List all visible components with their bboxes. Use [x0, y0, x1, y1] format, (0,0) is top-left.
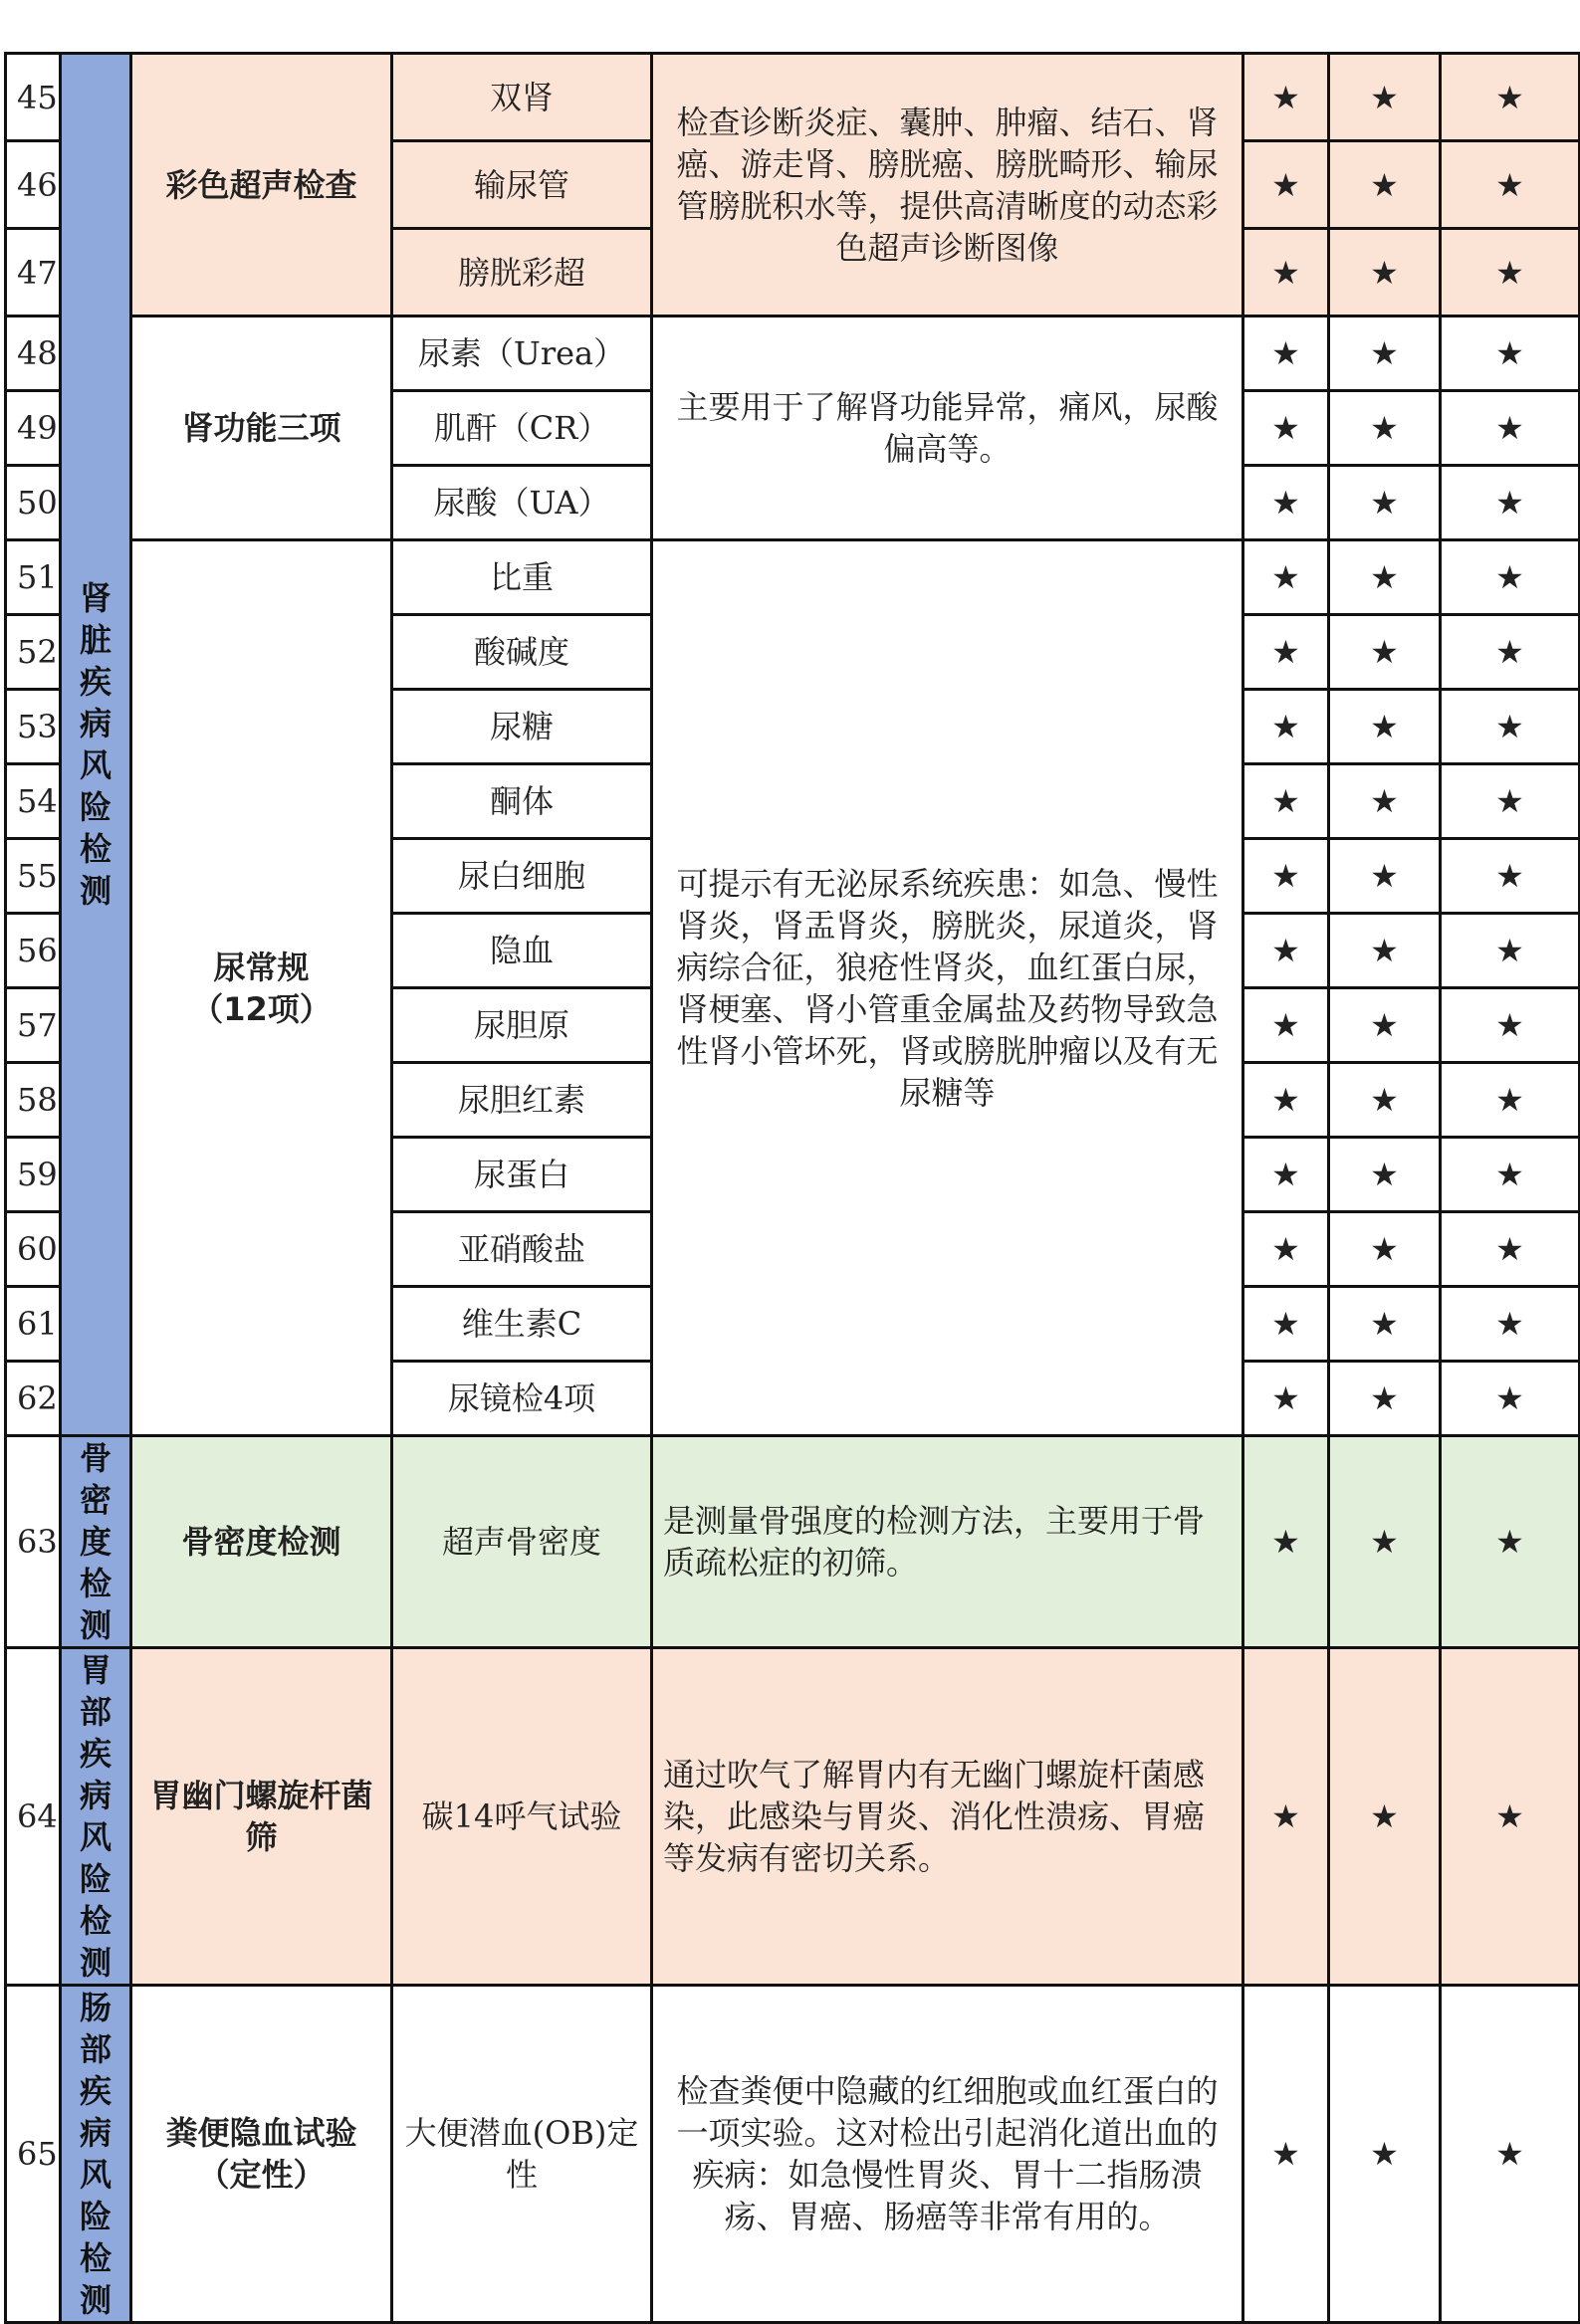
subcategory-color-ultrasound: 彩色超声检查	[131, 54, 392, 317]
item-name: 超声骨密度	[392, 1436, 652, 1648]
item-name: 双肾	[392, 54, 652, 141]
star-col-1: ★	[1243, 1287, 1329, 1362]
star-col-2: ★	[1329, 615, 1441, 690]
item-name: 尿糖	[392, 690, 652, 764]
star-col-2: ★	[1329, 317, 1441, 391]
star-col-1: ★	[1243, 914, 1329, 988]
category-label: 骨密度检测	[79, 1439, 112, 1644]
star-col-2: ★	[1329, 839, 1441, 914]
row-number: 62	[6, 1362, 61, 1436]
star-col-1: ★	[1243, 229, 1329, 317]
star-col-1: ★	[1243, 54, 1329, 141]
star-col-3: ★	[1441, 1986, 1580, 2323]
table-row	[6, 1986, 1580, 2323]
category-label: 肾脏疾病风险检测	[79, 579, 112, 910]
star-col-1: ★	[1243, 540, 1329, 615]
star-col-2: ★	[1329, 1287, 1441, 1362]
star-col-1: ★	[1243, 317, 1329, 391]
star-col-2: ★	[1329, 764, 1441, 839]
star-col-2: ★	[1329, 141, 1441, 229]
item-name: 肌酐（CR）	[392, 391, 652, 466]
star-col-3: ★	[1441, 540, 1580, 615]
subcategory-urine-routine: 尿常规 （12项）	[131, 540, 392, 1436]
row-number: 64	[6, 1648, 61, 1986]
star-col-3: ★	[1441, 764, 1580, 839]
star-col-1: ★	[1243, 391, 1329, 466]
item-name: 比重	[392, 540, 652, 615]
item-name: 酮体	[392, 764, 652, 839]
star-col-3: ★	[1441, 466, 1580, 540]
star-col-3: ★	[1441, 1287, 1580, 1362]
item-description: 主要用于了解肾功能异常，痛风，尿酸偏高等。	[652, 317, 1243, 540]
row-number: 56	[6, 914, 61, 988]
row-number: 65	[6, 1986, 61, 2323]
star-col-2: ★	[1329, 466, 1441, 540]
item-name: 尿蛋白	[392, 1138, 652, 1212]
star-col-3: ★	[1441, 141, 1580, 229]
row-number: 50	[6, 466, 61, 540]
table-row	[6, 1648, 1580, 1986]
category-intestine	[61, 1986, 131, 2323]
star-col-3: ★	[1441, 914, 1580, 988]
star-col-2: ★	[1329, 1138, 1441, 1212]
item-name: 尿胆原	[392, 988, 652, 1063]
star-col-3: ★	[1441, 54, 1580, 141]
row-number: 63	[6, 1436, 61, 1648]
item-name: 尿胆红素	[392, 1063, 652, 1138]
item-description: 通过吹气了解胃内有无幽门螺旋杆菌感染，此感染与胃炎、消化性溃疡、胃癌等发病有密切关系。	[652, 1648, 1243, 1986]
star-col-1: ★	[1243, 764, 1329, 839]
star-col-2: ★	[1329, 1648, 1441, 1986]
item-name: 维生素C	[392, 1287, 652, 1362]
table-row	[6, 540, 1580, 615]
star-col-3: ★	[1441, 839, 1580, 914]
item-name: 尿白细胞	[392, 839, 652, 914]
item-name: 亚硝酸盐	[392, 1212, 652, 1287]
item-name: 隐血	[392, 914, 652, 988]
star-col-1: ★	[1243, 1063, 1329, 1138]
item-name: 碳14呼气试验	[392, 1648, 652, 1986]
row-number: 45	[6, 54, 61, 141]
star-col-3: ★	[1441, 1436, 1580, 1648]
star-col-2: ★	[1329, 391, 1441, 466]
star-col-1: ★	[1243, 1212, 1329, 1287]
star-col-2: ★	[1329, 1212, 1441, 1287]
row-number: 60	[6, 1212, 61, 1287]
star-col-1: ★	[1243, 141, 1329, 229]
star-col-2: ★	[1329, 690, 1441, 764]
star-col-2: ★	[1329, 540, 1441, 615]
star-col-1: ★	[1243, 615, 1329, 690]
star-col-2: ★	[1329, 914, 1441, 988]
star-col-3: ★	[1441, 690, 1580, 764]
exam-items-table	[4, 52, 1580, 2324]
item-description: 检查粪便中隐藏的红细胞或血红蛋白的一项实验。这对检出引起消化道出血的疾病：如急慢性胃炎、胃十二指肠溃疡、胃癌、肠癌等非常有用的。	[652, 1986, 1243, 2323]
row-number: 53	[6, 690, 61, 764]
table-row	[6, 1436, 1580, 1648]
row-number: 61	[6, 1287, 61, 1362]
star-col-3: ★	[1441, 615, 1580, 690]
subcategory-h-pylori: 胃幽门螺旋杆菌筛	[131, 1648, 392, 1986]
star-col-2: ★	[1329, 1362, 1441, 1436]
item-description: 可提示有无泌尿系统疾患：如急、慢性肾炎，肾盂肾炎，膀胱炎，尿道炎，肾病综合征，狼疮性肾炎，血红蛋白尿，肾梗塞、肾小管重金属盐及药物导致急性肾小管坏死，肾或膀胱肿瘤以及有无尿糖等	[652, 540, 1243, 1436]
star-col-2: ★	[1329, 1986, 1441, 2323]
star-col-1: ★	[1243, 466, 1329, 540]
row-number: 51	[6, 540, 61, 615]
item-description: 检查诊断炎症、囊肿、肿瘤、结石、肾癌、游走肾、膀胱癌、膀胱畸形、输尿管膀胱积水等，提供高清晰度的动态彩色超声诊断图像	[652, 54, 1243, 317]
star-col-1: ★	[1243, 1436, 1329, 1648]
subcategory-kidney-function: 肾功能三项	[131, 317, 392, 540]
row-number: 52	[6, 615, 61, 690]
star-col-1: ★	[1243, 690, 1329, 764]
item-name: 尿酸（UA）	[392, 466, 652, 540]
category-stomach	[61, 1648, 131, 1986]
star-col-2: ★	[1329, 54, 1441, 141]
category-kidney	[61, 54, 131, 1436]
star-col-1: ★	[1243, 1986, 1329, 2323]
row-number: 58	[6, 1063, 61, 1138]
item-name: 输尿管	[392, 141, 652, 229]
star-col-1: ★	[1243, 839, 1329, 914]
row-number: 47	[6, 229, 61, 317]
star-col-2: ★	[1329, 1063, 1441, 1138]
item-description: 是测量骨强度的检测方法，主要用于骨质疏松症的初筛。	[652, 1436, 1243, 1648]
row-number: 46	[6, 141, 61, 229]
row-number: 57	[6, 988, 61, 1063]
star-col-1: ★	[1243, 1648, 1329, 1986]
star-col-3: ★	[1441, 229, 1580, 317]
star-col-3: ★	[1441, 1063, 1580, 1138]
star-col-3: ★	[1441, 1648, 1580, 1986]
subcategory-fecal-occult-blood: 粪便隐血试验 （定性）	[131, 1986, 392, 2323]
star-col-1: ★	[1243, 1362, 1329, 1436]
star-col-3: ★	[1441, 391, 1580, 466]
item-name: 尿镜检4项	[392, 1362, 652, 1436]
star-col-2: ★	[1329, 988, 1441, 1063]
row-number: 55	[6, 839, 61, 914]
item-name: 大便潜血(OB)定性	[392, 1986, 652, 2323]
item-name: 酸碱度	[392, 615, 652, 690]
star-col-3: ★	[1441, 1212, 1580, 1287]
star-col-3: ★	[1441, 1362, 1580, 1436]
category-label: 胃部疾病风险检测	[79, 1651, 112, 1982]
row-number: 49	[6, 391, 61, 466]
item-name: 尿素（Urea）	[392, 317, 652, 391]
category-bone-density	[61, 1436, 131, 1648]
star-col-3: ★	[1441, 1138, 1580, 1212]
star-col-3: ★	[1441, 317, 1580, 391]
star-col-2: ★	[1329, 1436, 1441, 1648]
star-col-3: ★	[1441, 988, 1580, 1063]
table-row	[6, 317, 1580, 391]
star-col-1: ★	[1243, 988, 1329, 1063]
star-col-1: ★	[1243, 1138, 1329, 1212]
table-row	[6, 54, 1580, 141]
row-number: 48	[6, 317, 61, 391]
star-col-2: ★	[1329, 229, 1441, 317]
item-name: 膀胱彩超	[392, 229, 652, 317]
subcategory-bone-density: 骨密度检测	[131, 1436, 392, 1648]
row-number: 59	[6, 1138, 61, 1212]
row-number: 54	[6, 764, 61, 839]
category-label: 肠部疾病风险检测	[79, 1989, 112, 2319]
